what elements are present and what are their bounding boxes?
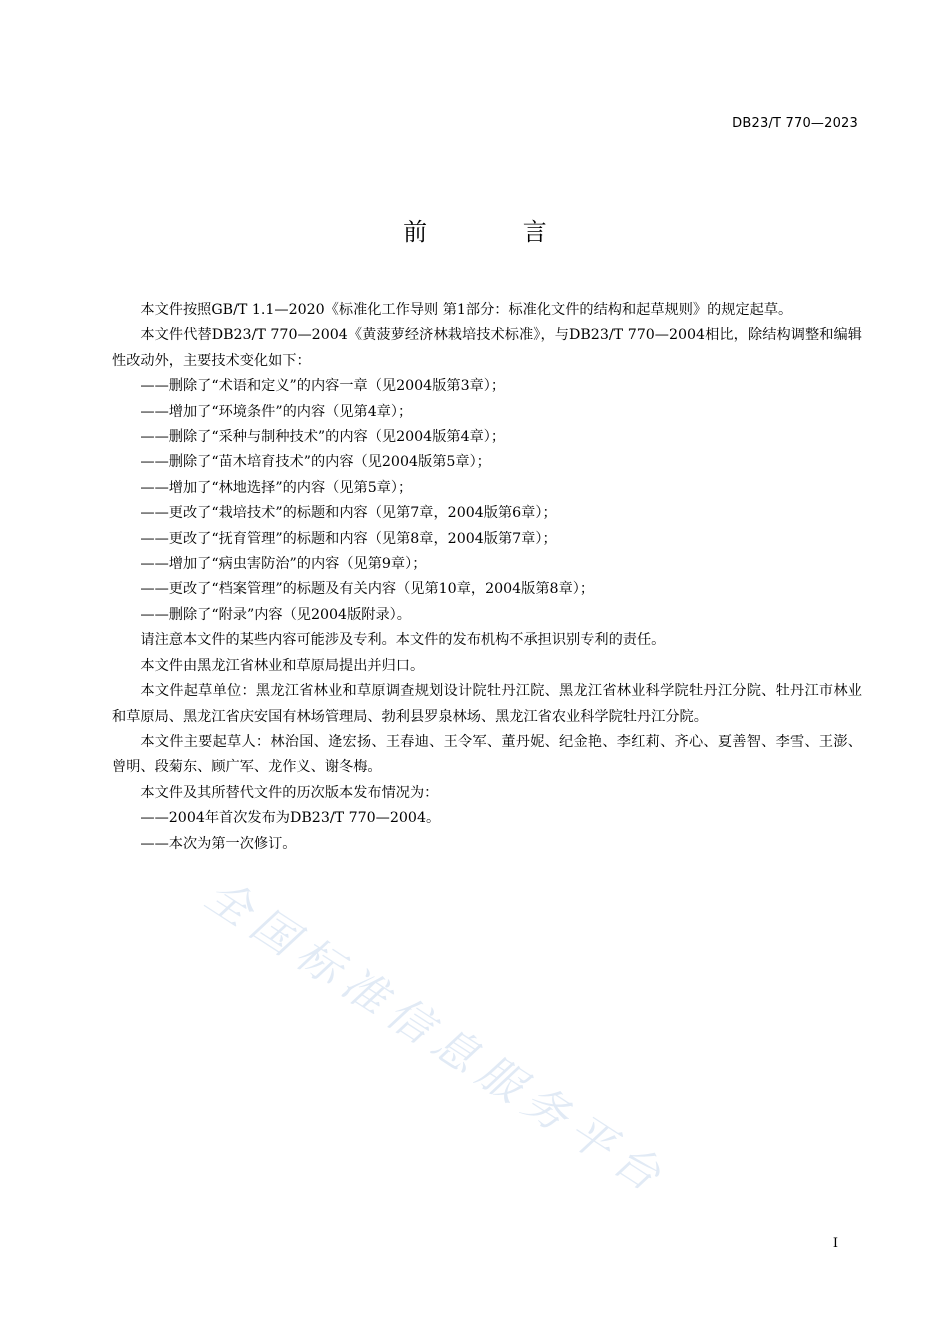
- list-item: ——删除了“苗木培育技术”的内容（见2004版第5章）；: [140, 454, 491, 471]
- list-item: ——删除了“术语和定义”的内容一章（见2004版第3章）；: [140, 378, 506, 395]
- list-item: ——增加了“环境条件”的内容（见第4章）；: [140, 403, 413, 420]
- list-item: ——删除了“附录”内容（见2004版附录）。: [140, 606, 411, 623]
- list-item: ——更改了“抚育管理”的标题和内容（见第8章，2004版第7章）；: [140, 530, 557, 547]
- list-item: ——更改了“栽培技术”的标题和内容（见第7章，2004版第6章）；: [140, 505, 557, 522]
- paragraph: 本文件及其所替代文件的历次版本发布情况为：: [140, 784, 439, 801]
- paragraph: 本文件代替DB23/T 770—2004《黄菠萝经济林栽培技术标准》，与DB23/T 770—2004相比，除结构调整和编辑性改动外，主要技术变化如下：: [112, 327, 862, 369]
- paragraph: 本文件由黑龙江省林业和草原局提出并归口。: [140, 657, 425, 674]
- list-item: ——删除了“采种与制种技术”的内容（见2004版第4章）；: [140, 429, 506, 446]
- document-code: DB23/T 770—2023: [732, 116, 858, 131]
- watermark: 全国标准信息服务平台: [196, 869, 677, 1207]
- paragraph: 本文件起草单位：黑龙江省林业和草原调查规划设计院牡丹江院、黑龙江省林业科学院牡丹江分院、牡丹江市林业和草原局、黑龙江省庆安国有林场管理局、勃利县罗泉林场、黑龙江省农业科学院牡丹江分院。: [112, 683, 862, 725]
- list-item: ——更改了“档案管理”的标题及有关内容（见第10章，2004版第8章）；: [140, 581, 595, 598]
- page-title: 前 言: [403, 218, 591, 246]
- paragraph: 本文件按照GB/T 1.1—2020《标准化工作导则 第1部分：标准化文件的结构和起草规则》的规定起草。: [140, 302, 793, 318]
- foreword-body: [112, 298, 862, 857]
- list-item: ——2004年首次发布为DB23/T 770—2004。: [140, 810, 441, 827]
- paragraph: 请注意本文件的某些内容可能涉及专利。本文件的发布机构不承担识别专利的责任。: [140, 632, 666, 649]
- list-item: ——本次为第一次修订。: [140, 835, 297, 852]
- list-item: ——增加了“林地选择”的内容（见第5章）；: [140, 479, 413, 496]
- list-item: ——增加了“病虫害防治”的内容（见第9章）；: [140, 556, 427, 573]
- paragraph: 本文件主要起草人：林治国、逄宏扬、王春迪、王令军、董丹妮、纪金艳、李红莉、齐心、夏善智、李雪、王澎、曾明、段菊东、顾广军、龙作义、谢冬梅。: [112, 733, 862, 776]
- page-number: I: [832, 1236, 838, 1251]
